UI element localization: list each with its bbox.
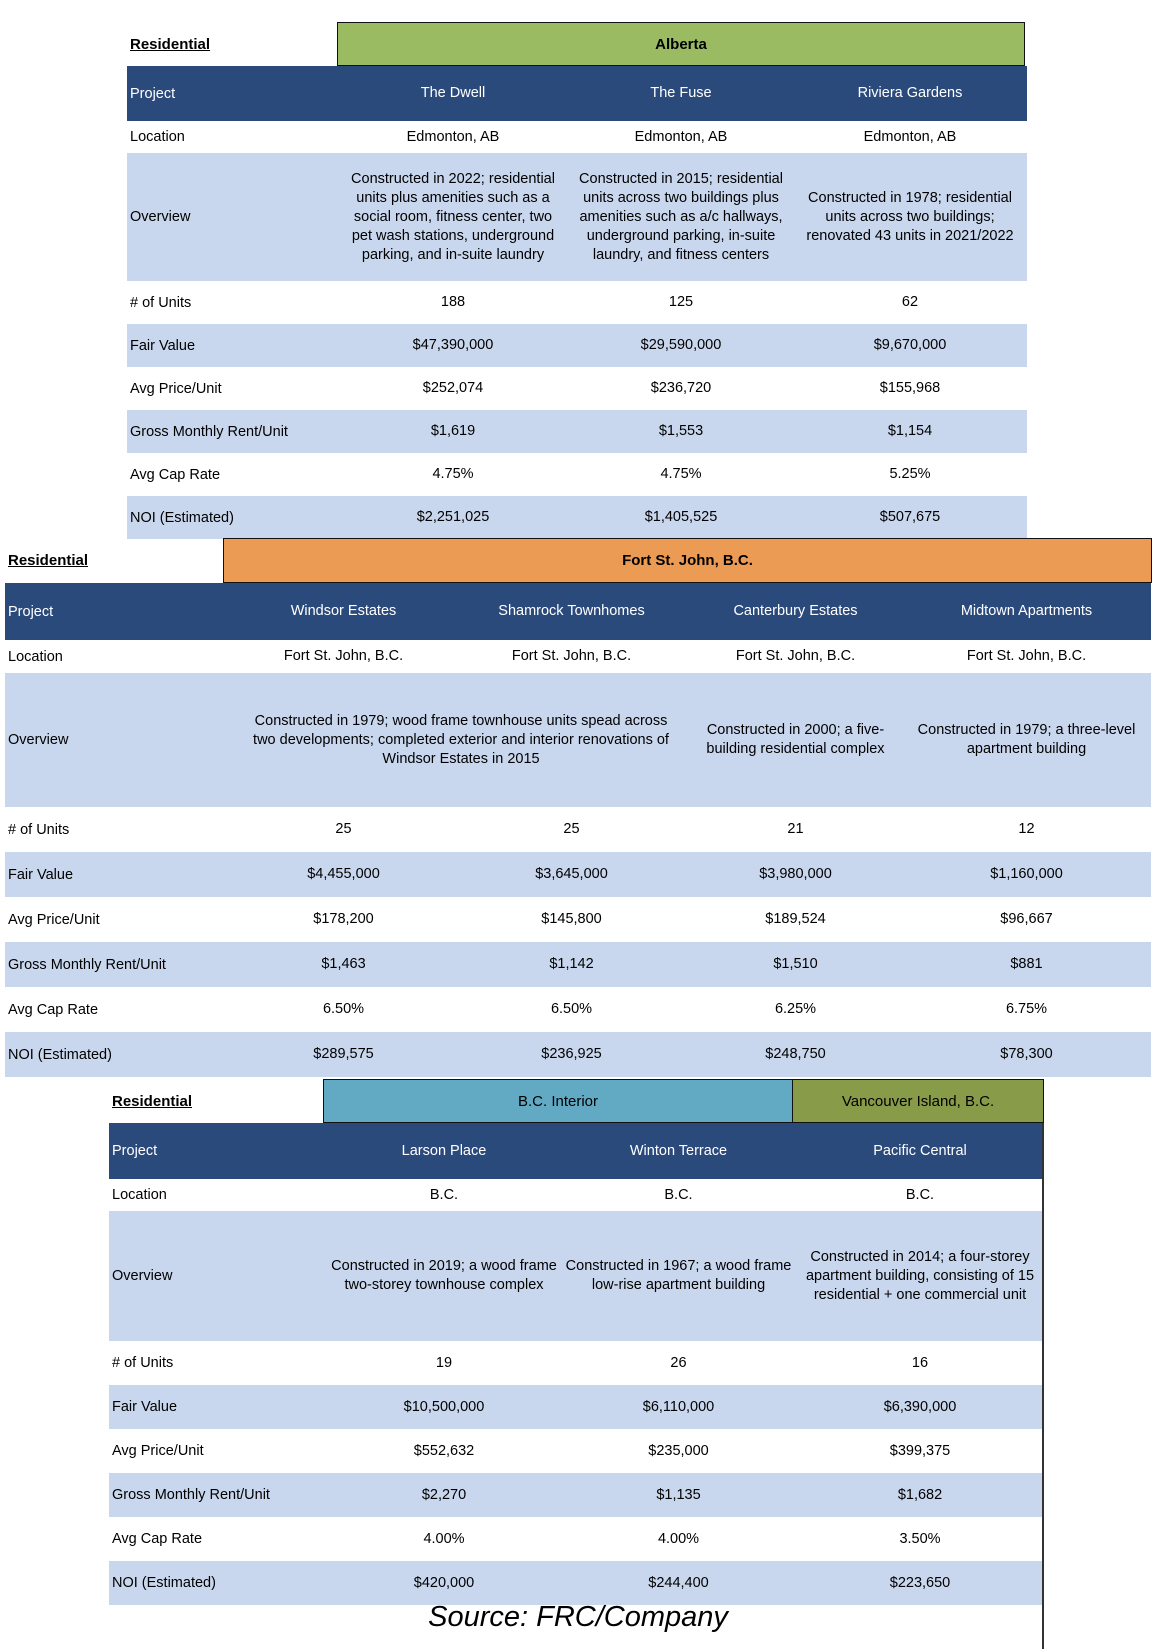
metric-value: $1,619 xyxy=(430,423,476,439)
metric-value: 6.75% xyxy=(1005,1001,1048,1017)
overview-label: Overview xyxy=(130,209,191,225)
metric-row xyxy=(5,852,1151,897)
overview-text: Constructed in 2019; a wood frame two-storey townhouse complex xyxy=(331,1258,557,1293)
project-label: Project xyxy=(130,85,176,102)
metric-row xyxy=(127,281,1027,324)
metric-value: $145,800 xyxy=(541,911,602,927)
metric-row xyxy=(127,324,1027,367)
metric-value: $236,925 xyxy=(541,1046,602,1062)
metric-label: Avg Cap Rate xyxy=(112,1531,203,1547)
metric-row xyxy=(5,942,1151,987)
overview-text: Constructed in 1967; a wood frame low-rise apartment building xyxy=(565,1258,792,1293)
alberta-table xyxy=(127,22,1027,539)
overview-row xyxy=(109,1211,1044,1341)
metric-value: $3,645,000 xyxy=(535,866,608,882)
location-label: Location xyxy=(8,648,63,665)
metric-value: $1,510 xyxy=(773,956,818,972)
metric-label: Avg Price/Unit xyxy=(8,911,100,928)
project-name: Larson Place xyxy=(401,1142,487,1159)
metric-label: NOI (Estimated) xyxy=(8,1046,112,1063)
metric-value: $2,270 xyxy=(421,1486,467,1503)
overview-text: Constructed in 2000; a five-building residential complex xyxy=(706,722,885,757)
metric-row xyxy=(5,1032,1151,1077)
metric-label: NOI (Estimated) xyxy=(130,509,234,526)
metric-value: $252,074 xyxy=(422,380,484,396)
metric-value: 16 xyxy=(911,1354,929,1371)
location-value: B.C. xyxy=(429,1186,459,1203)
overview-row xyxy=(127,153,1027,281)
location-label: Location xyxy=(130,129,185,145)
metric-value: $1,405,525 xyxy=(644,509,718,525)
metric-label: Fair Value xyxy=(8,866,74,883)
metric-row xyxy=(109,1341,1044,1385)
metric-value: $244,400 xyxy=(648,1574,709,1591)
metric-row xyxy=(5,897,1151,942)
metric-value: $1,154 xyxy=(887,423,933,439)
metric-value: 26 xyxy=(670,1354,687,1371)
overview-text: Constructed in 2022; residential units plus amenities such as a social room, fitness center, two pet wash stations, underground parking, and in-suite laundry xyxy=(351,170,555,263)
metric-value: $6,390,000 xyxy=(883,1398,957,1415)
project-name: Pacific Central xyxy=(873,1142,967,1159)
metric-label: Avg Cap Rate xyxy=(8,1001,99,1018)
metric-value: $4,455,000 xyxy=(307,866,380,882)
metric-value: $289,575 xyxy=(313,1046,374,1062)
metric-value: $881 xyxy=(1010,956,1043,972)
overview-text: Constructed in 2015; residential units across two buildings plus amenities such as a/c hallways, underground parking, in-suite laundry, and fitness centers xyxy=(579,170,783,263)
metric-value: $10,500,000 xyxy=(403,1398,485,1415)
project-name: Riviera Gardens xyxy=(857,85,963,101)
metric-label: # of Units xyxy=(112,1355,174,1371)
overview-text: Constructed in 2014; a four-storey apartment building, consisting of 15 residential + one commercial unit xyxy=(805,1248,1035,1303)
metric-value: $552,632 xyxy=(413,1442,475,1459)
project-name: The Dwell xyxy=(420,85,486,101)
overview-text: Constructed in 1979; wood frame townhouse units spead across two developments; completed exterior and interior renovations of Windsor Estates in 2015 xyxy=(253,712,669,767)
project-name: Windsor Estates xyxy=(290,603,397,619)
location-row xyxy=(5,640,1151,673)
metric-value: 21 xyxy=(787,821,804,837)
metric-label: Gross Monthly Rent/Unit xyxy=(112,1487,270,1503)
bc-interior-table xyxy=(109,1079,1044,1605)
metric-value: $1,553 xyxy=(658,423,704,439)
location-value: Fort St. John, B.C. xyxy=(283,648,404,664)
metric-value: $96,667 xyxy=(1000,911,1053,927)
metric-value: 25 xyxy=(563,821,580,837)
metric-value: 188 xyxy=(440,294,466,310)
location-row xyxy=(127,121,1027,153)
metric-value: $236,720 xyxy=(650,380,712,396)
metric-value: 4.75% xyxy=(432,466,474,482)
metric-value: 6.25% xyxy=(774,1001,817,1017)
metric-row xyxy=(127,367,1027,410)
location-label: Location xyxy=(112,1187,167,1203)
region-bc-interior: B.C. Interior xyxy=(323,1079,793,1123)
metric-value: 19 xyxy=(435,1354,453,1371)
region-vancouver-island: Vancouver Island, B.C. xyxy=(792,1079,1044,1123)
project-row xyxy=(5,583,1151,640)
metric-value: 62 xyxy=(901,294,919,310)
project-name: The Fuse xyxy=(650,85,712,101)
fort-st-john-table xyxy=(5,538,1151,1077)
location-value: Edmonton, AB xyxy=(406,128,500,145)
overview-row xyxy=(5,673,1151,807)
metric-label: Avg Price/Unit xyxy=(112,1443,204,1459)
location-value: Fort St. John, B.C. xyxy=(966,648,1087,664)
metric-value: 6.50% xyxy=(322,1001,365,1017)
metric-value: $29,590,000 xyxy=(640,337,722,353)
project-row xyxy=(109,1123,1044,1179)
project-label: Project xyxy=(112,1143,158,1159)
metric-label: Gross Monthly Rent/Unit xyxy=(8,956,166,973)
metric-label: Fair Value xyxy=(130,337,196,354)
metric-value: 12 xyxy=(1018,821,1035,837)
metric-value: 25 xyxy=(335,821,352,837)
metric-value: $78,300 xyxy=(1000,1046,1053,1062)
metric-value: $235,000 xyxy=(648,1442,709,1459)
metric-row xyxy=(109,1429,1044,1473)
project-name: Canterbury Estates xyxy=(733,603,858,619)
metric-value: $1,142 xyxy=(549,956,594,972)
location-row xyxy=(109,1179,1044,1211)
section-header xyxy=(5,538,1151,583)
overview-text: Constructed in 1978; residential units across two buildings; renovated 43 units in 2021/2022 xyxy=(806,189,1014,244)
metric-value: 4.00% xyxy=(657,1530,700,1547)
metric-value: 5.25% xyxy=(889,466,931,482)
section-header xyxy=(109,1079,1044,1123)
metric-value: 4.75% xyxy=(660,466,702,482)
location-value: Fort St. John, B.C. xyxy=(735,648,856,664)
metric-value: $178,200 xyxy=(313,911,374,927)
metric-value: $420,000 xyxy=(413,1574,475,1591)
metric-row xyxy=(109,1517,1044,1561)
project-name: Midtown Apartments xyxy=(960,603,1093,619)
overview-text: Constructed in 1979; a three-level apartment building xyxy=(917,722,1136,757)
metric-value: $1,135 xyxy=(656,1486,701,1503)
metric-value: $223,650 xyxy=(889,1574,951,1591)
metric-label: # of Units xyxy=(8,821,70,838)
metric-value: 6.50% xyxy=(550,1001,593,1017)
project-name: Winton Terrace xyxy=(629,1142,728,1159)
metric-label: Avg Price/Unit xyxy=(130,380,222,397)
table-right-border xyxy=(1042,1123,1044,1649)
overview-label: Overview xyxy=(112,1268,173,1284)
metric-row xyxy=(109,1385,1044,1429)
metric-value: 3.50% xyxy=(899,1530,941,1547)
project-row xyxy=(127,66,1027,121)
metric-row xyxy=(127,496,1027,539)
metric-row xyxy=(5,987,1151,1032)
metric-value: $1,682 xyxy=(897,1486,943,1503)
metric-label: Gross Monthly Rent/Unit xyxy=(130,423,288,440)
metric-value: $1,463 xyxy=(321,956,366,972)
metric-row xyxy=(5,807,1151,852)
metric-value: $248,750 xyxy=(765,1046,826,1062)
section-label: Residential xyxy=(112,1092,193,1110)
section-label: Residential xyxy=(130,35,211,53)
metric-value: $155,968 xyxy=(879,380,941,396)
metric-value: 125 xyxy=(668,294,694,310)
project-name: Shamrock Townhomes xyxy=(498,603,645,619)
project-label: Project xyxy=(8,603,54,620)
metric-row xyxy=(127,410,1027,453)
location-value: B.C. xyxy=(905,1186,935,1203)
metric-value: $2,251,025 xyxy=(416,509,490,525)
region-alberta: Alberta xyxy=(337,22,1025,66)
metric-value: $189,524 xyxy=(765,911,826,927)
metric-value: $9,670,000 xyxy=(873,337,947,353)
metric-value: $507,675 xyxy=(879,509,941,525)
overview-label: Overview xyxy=(8,732,69,748)
metric-label: # of Units xyxy=(130,294,192,311)
metric-value: $3,980,000 xyxy=(759,866,832,882)
metric-row xyxy=(109,1561,1044,1605)
metric-label: NOI (Estimated) xyxy=(112,1575,216,1591)
metric-label: Avg Cap Rate xyxy=(130,466,221,483)
metric-label: Fair Value xyxy=(112,1399,178,1415)
section-header xyxy=(127,22,1027,66)
location-value: Fort St. John, B.C. xyxy=(511,648,632,664)
metric-value: $47,390,000 xyxy=(412,337,494,353)
metric-row xyxy=(109,1473,1044,1517)
location-value: Edmonton, AB xyxy=(863,128,957,145)
location-value: Edmonton, AB xyxy=(634,128,728,145)
metric-value: 4.00% xyxy=(423,1530,465,1547)
metric-row xyxy=(127,453,1027,496)
metric-value: $1,160,000 xyxy=(990,866,1063,882)
section-label: Residential xyxy=(8,552,89,569)
metric-value: $6,110,000 xyxy=(642,1398,715,1415)
location-value: B.C. xyxy=(664,1186,693,1203)
region-fort-st-john: Fort St. John, B.C. xyxy=(223,538,1152,583)
source-note: Source: FRC/Company xyxy=(428,1601,728,1633)
metric-value: $399,375 xyxy=(889,1442,951,1459)
